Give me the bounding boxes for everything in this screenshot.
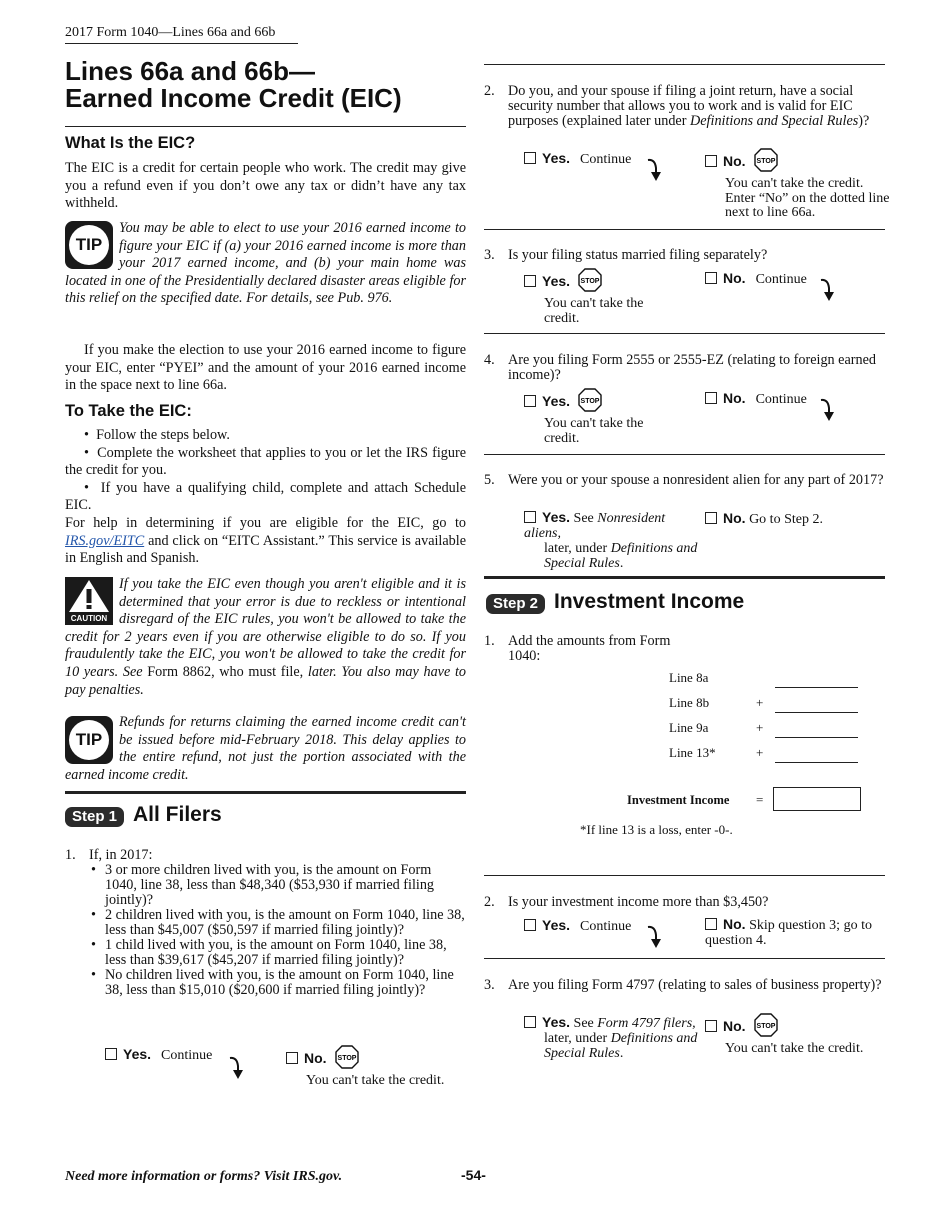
list-item: • 3 or more children lived with you, is the amount on Form 1040, line 38, less than $48,340 ($53,930 if married filing jointly)? <box>89 863 466 908</box>
stop-icon <box>754 148 778 177</box>
q3-yes-text: You can't take the credit. <box>544 296 644 326</box>
list-item: • 1 child lived with you, is the amount on Form 1040, line 38, less than $39,617 ($45,207 if married filing jointly)? <box>89 938 466 968</box>
continue-arrow-icon <box>646 923 666 949</box>
stop-icon <box>578 268 602 297</box>
line13-note: *If line 13 is a loss, enter -0-. <box>580 822 733 837</box>
stop-icon <box>578 388 602 417</box>
step2-q2-yes-option: Yes. Continue <box>524 917 631 935</box>
yes-checkbox[interactable] <box>524 275 536 287</box>
step2-q3-no-option: No. STOP <box>705 1013 778 1042</box>
step2-header <box>486 590 744 614</box>
continue-arrow-icon <box>646 156 666 182</box>
yes-checkbox[interactable] <box>524 1016 536 1028</box>
yes-checkbox[interactable] <box>524 152 536 164</box>
step2-title: Investment Income <box>554 590 745 613</box>
page-number: -54- <box>461 1167 486 1183</box>
continue-arrow-icon <box>819 276 839 302</box>
tip-icon: TIP <box>65 716 113 764</box>
q2-no-option: No. STOP <box>705 148 778 177</box>
election-paragraph: If you make the election to use your 2016 earned income to figure your EIC, enter “PYEI” and the amount of your 2016 earned income in the space next to line 66a. <box>65 342 466 394</box>
step2-pill: Step 2 <box>486 594 545 614</box>
line-9a-field[interactable] <box>775 737 858 738</box>
step2-q3-yes-option: Yes. See Form 4797 filers, later, under Definitions and Special Rules. <box>524 1015 699 1061</box>
line-8b-label: Line 8b <box>669 695 710 710</box>
question-2: 2. Do you, and your spouse if filing a joint return, have a social security number that allows you to work and is valid for EIC purposes (explained later under Definitions and Special Rules)? <box>484 83 870 129</box>
no-checkbox[interactable] <box>286 1052 298 1064</box>
no-checkbox[interactable] <box>705 272 717 284</box>
q5-no-option: No. Go to Step 2. <box>705 510 823 528</box>
no-checkbox[interactable] <box>705 918 717 930</box>
continue-arrow-icon <box>819 396 839 422</box>
line-13-label: Line 13* <box>669 745 716 760</box>
q5-yes-option: Yes. See Nonresident aliens, later, under Definitions and Special Rules. <box>524 509 698 571</box>
yes-checkbox[interactable] <box>524 395 536 407</box>
no-checkbox[interactable] <box>705 392 717 404</box>
step1-pill: Step 1 <box>65 807 124 827</box>
investment-income-box[interactable] <box>773 787 861 811</box>
step2-q3-no-text: You can't take the credit. <box>725 1041 864 1056</box>
svg-text:STOP: STOP <box>580 398 600 405</box>
line-8a-field[interactable] <box>775 687 858 688</box>
tip-icon: TIP <box>65 221 113 269</box>
step1-yes-option: Yes. Continue <box>105 1046 212 1064</box>
tip-text-2: Refunds for returns claiming the earned income credit can't be issued before mid-February 2018. This delay applies to the entire refund, not just the portion associated with the earned income credit. <box>65 714 466 783</box>
no-checkbox[interactable] <box>705 1020 717 1032</box>
q4-yes-option: Yes. STOP <box>524 388 602 417</box>
no-checkbox[interactable] <box>705 155 717 167</box>
step1-title: All Filers <box>133 803 222 826</box>
yes-checkbox[interactable] <box>105 1048 117 1060</box>
q4-yes-text: You can't take the credit. <box>544 416 644 446</box>
line-13-field[interactable] <box>775 762 858 763</box>
investment-income-label: Investment Income <box>627 793 730 807</box>
no-checkbox[interactable] <box>705 512 717 524</box>
step1-no-text: You can't take the credit. <box>306 1073 445 1088</box>
step1-question-1: 1. If, in 2017: • 3 or more children lived with you, is the amount on Form 1040, line 38, less than $48,340 ($53,930 if married filing jointly)? • 2 children lived with you, is the amount on Form 1040, line 38, less than $45,007 ($50,597 if married filing jointly)? • 1 child lived with you, is the amount on Form 1040, line 38, less than $39,617 ($45,207 if married filing jointly)? • No children lived with you, is the amount on Form 1040, line 38, less than $15,010 ($20,600 if married filing jointly)? <box>65 848 466 998</box>
list-item: • 2 children lived with you, is the amount on Form 1040, line 38, less than $45,007 ($50,597 if married filing jointly)? <box>89 908 466 938</box>
svg-text:STOP: STOP <box>337 1055 357 1062</box>
line-9a-label: Line 9a <box>669 720 709 735</box>
step2-question-1: 1. Add the amounts from Form 1040: <box>484 633 671 664</box>
what-is-body: The EIC is a credit for certain people who work. The credit may give you a refund even if you don’t owe any tax or didn’t have any tax withheld. <box>65 160 466 212</box>
line-8b-field[interactable] <box>775 712 858 713</box>
stop-icon <box>335 1045 359 1074</box>
svg-text:STOP: STOP <box>756 1023 776 1030</box>
step1-no-option: No. STOP <box>286 1045 359 1074</box>
question-3: 3. Is your filing status married filing separately? <box>484 247 768 263</box>
running-title: 2017 Form 1040—Lines 66a and 66b <box>65 25 276 40</box>
take-eic-heading: To Take the EIC: <box>65 402 192 420</box>
running-header <box>65 25 298 44</box>
svg-text:STOP: STOP <box>580 278 600 285</box>
q3-yes-option: Yes. STOP <box>524 268 602 297</box>
yes-checkbox[interactable] <box>524 511 536 523</box>
what-is-heading: What Is the EIC? <box>65 134 196 152</box>
page-title: Lines 66a and 66b— Earned Income Credit (EIC) <box>65 56 402 113</box>
q2-no-text: You can't take the credit. Enter “No” on the dotted line next to line 66a. <box>725 176 890 220</box>
list-item: • No children lived with you, is the amount on Form 1040, line 38, less than $15,010 ($20,600 if married filing jointly)? <box>89 968 466 998</box>
q4-no-option: No. Continue <box>705 390 807 408</box>
caution-text: If you take the EIC even though you aren't eligible and it is determined that your error is due to reckless or intentional disregard of the EIC rules, you won't be allowed to take the credit for 2 years even if you are otherwise eligible to do so. If you fraudulently take the EIC, you won't be allowed to take the credit for 10 years. See Form 8862, who must file, later. You also may have to pay penalties. <box>65 576 467 698</box>
question-4: 4. Are you filing Form 2555 or 2555-EZ (relating to foreign earned income)? <box>484 352 876 383</box>
svg-text:STOP: STOP <box>756 158 776 165</box>
q2-yes-option: Yes. Continue <box>524 150 631 168</box>
step2-question-3: 3. Are you filing Form 4797 (relating to sales of business property)? <box>484 977 882 993</box>
step1-header <box>65 803 222 827</box>
stop-icon <box>754 1013 778 1042</box>
q3-no-option: No. Continue <box>705 270 807 288</box>
tip-text-1: You may be able to elect to use your 2016 earned income to figure your EIC if (a) your 2016 earned income is more than your 2017 earned income, and (b) your main home was located in one of the Presidentially declared disaster areas eligible for this relief on the specified date. For details, see Pub. 976. <box>65 220 466 307</box>
line-8a-label: Line 8a <box>669 670 709 685</box>
footer-text: Need more information or forms? Visit IRS.gov. <box>65 1169 343 1184</box>
question-5: 5. Were you or your spouse a nonresident alien for any part of 2017? <box>484 472 884 488</box>
take-eic-list: • Follow the steps below. • Complete the worksheet that applies to you or let the IRS figure the credit for you. • If you have a qualifying child, complete and attach Schedule EIC. For help in determining if you are eligible for the EIC, go to IRS.gov/EITC and click on “EITC Assistant.” This service is available in English and Spanish. <box>65 427 467 567</box>
yes-checkbox[interactable] <box>524 919 536 931</box>
step2-question-2: 2. Is your investment income more than $3,450? <box>484 894 769 910</box>
continue-arrow-icon <box>228 1054 248 1080</box>
caution-icon: CAUTION <box>65 577 113 625</box>
step2-q2-no-option: No. Skip question 3; go to question 4. <box>705 916 872 948</box>
irs-eitc-link[interactable]: IRS.gov/EITC <box>65 532 145 549</box>
